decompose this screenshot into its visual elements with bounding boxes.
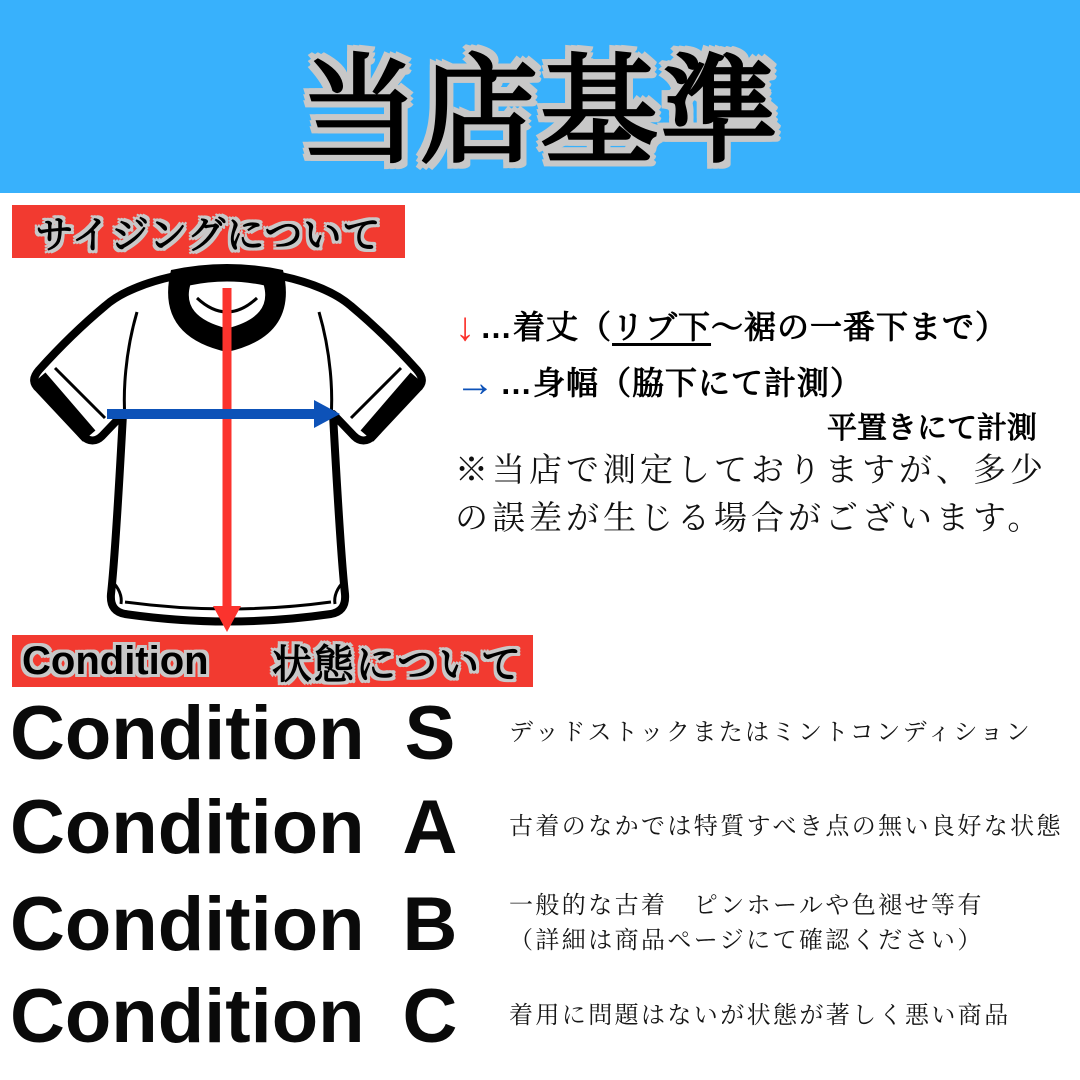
right-arrow-icon: → <box>455 361 496 405</box>
condition-description-line1: 一般的な古着 ピンホールや色褪せ等有 <box>509 893 984 919</box>
condition-row-a <box>10 779 1076 875</box>
page-title: 当店基準 <box>299 45 780 178</box>
condition-grade: B <box>402 881 458 967</box>
length-legend-prefix: …着丈（ <box>480 309 613 345</box>
condition-section-title-en: Condition <box>22 638 209 683</box>
condition-section-title-ja: 状態について <box>271 642 523 687</box>
condition-description-line2: （詳細は商品ページにて確認ください） <box>509 928 984 954</box>
width-legend-text: …身幅（脇下にて計測） <box>500 365 864 401</box>
sizing-section-label <box>12 205 405 258</box>
condition-description <box>509 889 984 959</box>
condition-grade: S <box>404 690 456 776</box>
tshirt-diagram <box>25 258 431 640</box>
measurement-disclaimer <box>455 447 1047 543</box>
condition-row-s <box>10 685 1076 781</box>
condition-word: Condition <box>10 690 365 776</box>
condition-row-c <box>10 968 1076 1064</box>
disclaimer-line2: の誤差が生じる場合がございます。 <box>455 501 1045 537</box>
condition-description <box>509 999 1011 1034</box>
condition-grade: A <box>402 784 458 870</box>
down-arrow-icon: ↓ <box>455 305 476 349</box>
length-legend <box>455 302 1008 350</box>
sizing-section-title: サイジングについて <box>35 215 382 257</box>
condition-section-label <box>12 635 533 687</box>
flat-measure-note: 平置きにて計測 <box>827 412 1037 445</box>
width-legend <box>455 358 863 406</box>
condition-description <box>509 716 1032 751</box>
length-legend-suffix: ～裾の一番下まで） <box>711 309 1009 345</box>
disclaimer-line1: ※当店で測定しておりますが、多少 <box>455 453 1047 489</box>
length-legend-underlined: リブ下 <box>612 309 712 345</box>
condition-word: Condition <box>10 973 365 1059</box>
condition-word: Condition <box>10 784 365 870</box>
condition-description-line1: 古着のなかでは特質すべき点の無い良好な状態 <box>509 813 1063 840</box>
condition-row-b <box>10 876 1076 972</box>
condition-word: Condition <box>10 881 365 967</box>
condition-description-line1: デッドストックまたはミントコンディション <box>509 719 1033 746</box>
header-banner <box>0 0 1080 193</box>
condition-description-line1: 着用に問題はないが状態が著しく悪い商品 <box>509 1002 1011 1029</box>
condition-description <box>509 810 1063 845</box>
condition-grade: C <box>402 973 458 1059</box>
